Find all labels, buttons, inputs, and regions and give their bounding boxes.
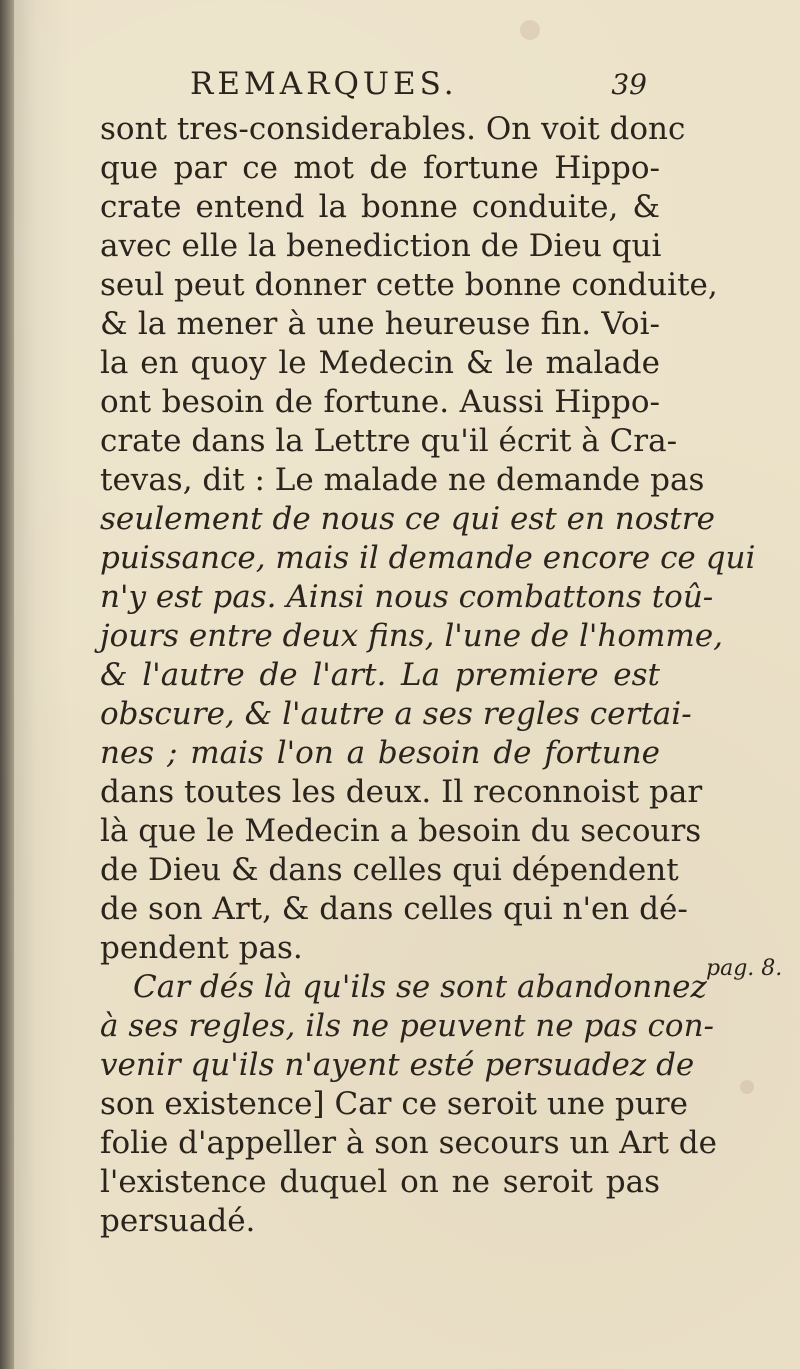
text-line: folie d'appeller à son secours un Art de [100, 1125, 717, 1161]
text-line: seul peut donner cette bonne conduite, [100, 267, 718, 303]
running-head [190, 62, 647, 107]
text-line: là que le Medecin a besoin du secours [100, 813, 702, 849]
text-line: jours entre deux fins, l'une de l'homme, [100, 618, 724, 654]
paper-stain [740, 1080, 754, 1094]
text-line: & la mener à une heureuse fin. Voi- [100, 306, 660, 342]
text-line: Car dés là qu'ils se sont abandonnez [133, 969, 707, 1005]
text-line: venir qu'ils n'ayent esté persuadez de [100, 1047, 695, 1083]
binding-edge [0, 0, 14, 1369]
page-number: 39 [611, 67, 647, 101]
text-line: que par ce mot de fortune Hippo- [100, 150, 660, 186]
text-line: la en quoy le Medecin & le malade [100, 345, 660, 381]
text-line: à ses regles, ils ne peuvent ne pas con- [100, 1008, 715, 1044]
text-line: seulement de nous ce qui est en nostre [100, 501, 715, 537]
text-line: crate dans la Lettre qu'il écrit à Cra- [100, 423, 678, 459]
page-title: REMARQUES. [190, 66, 458, 102]
text-line: & l'autre de l'art. La premiere est [100, 657, 660, 693]
text-line: de Dieu & dans celles qui dépendent [100, 852, 679, 888]
text-line: tevas, dit : Le malade ne demande pas [100, 462, 705, 498]
text-line: dans toutes les deux. Il reconnoist par [100, 774, 703, 810]
text-line: obscure, & l'autre a ses regles certai- [100, 696, 692, 732]
paper-stain [520, 20, 540, 40]
text-line: puissance, mais il demande encore ce qui [100, 540, 756, 576]
marginal-reference: pag. 8. [706, 956, 783, 981]
text-line: sont tres-considerables. On voit donc [100, 111, 686, 147]
text-line: avec elle la benediction de Dieu qui [100, 228, 662, 264]
text-line: persuadé. [100, 1203, 256, 1239]
text-line: ont besoin de fortune. Aussi Hippo- [100, 384, 660, 420]
text-line: pendent pas. [100, 930, 303, 966]
text-line: n'y est pas. Ainsi nous combattons toû- [100, 579, 714, 615]
text-line: son existence] Car ce seroit une pure [100, 1086, 688, 1122]
text-line: de son Art, & dans celles qui n'en dé- [100, 891, 688, 927]
text-line: nes ; mais l'on a besoin de fortune [100, 735, 660, 771]
text-line: l'existence duquel on ne seroit pas [100, 1164, 660, 1200]
text-line: crate entend la bonne conduite, & [100, 189, 660, 225]
